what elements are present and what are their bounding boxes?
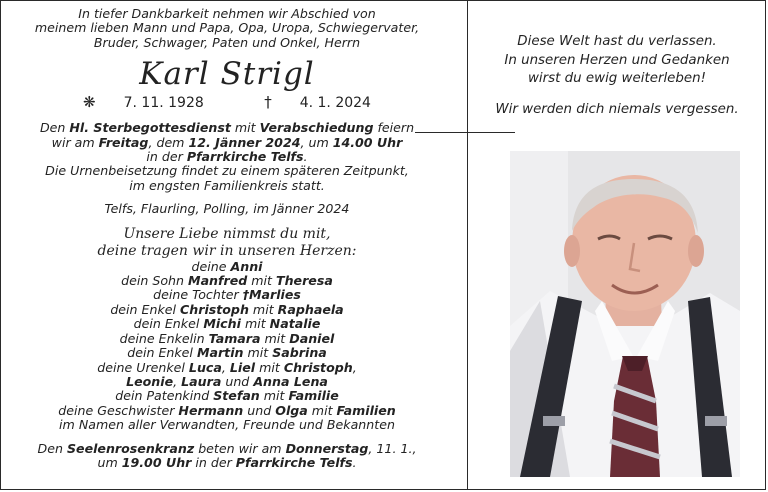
quote-closing: Wir werden dich niemals vergessen. [495, 101, 739, 117]
rosary-announcement: Den Seelenrosenkranz beten wir am Donnerstag, 11. 1., um 19.00 Uhr in der Pfarrkirche Telfs. [37, 440, 417, 470]
intro-line: meinem lieben Mann und Papa, Opa, Uropa, Schwiegervater, [34, 20, 420, 36]
horizontal-rule [415, 132, 515, 133]
cross-icon: † [264, 93, 272, 112]
quote-line: wirst du ewig weiterleben! [527, 71, 707, 86]
quote-line: Diese Welt hast du verlassen. [517, 34, 717, 49]
portrait-illustration [510, 151, 740, 477]
mourners-list: deine Anni dein Sohn Manfred mit Theresa deine Tochter †Marlies dein Enkel Christoph mit Raphaela dein Enkel Michi mit Natalie deine Enkelin Tamara mit Daniel dein Enkel Martin mit Sabrina deine Urenkel Luca, Liel mit Christoph, Leonie, Laura und Anna Lena dein Patenkind Stefan mit Familie deine Geschwister Hermann und Olga mit Familien im Namen aller Verwandten, Freunde und Bekannten [58, 258, 396, 433]
deceased-name: Karl Strigl [139, 56, 315, 93]
intro-line: Bruder, Schwager, Paten und Onkel, Herrn [93, 34, 361, 50]
intro-text [5, 7, 449, 50]
place-date: Telfs, Flaurling, Polling, im Jänner 2024 [104, 201, 350, 217]
portrait-photo [510, 151, 740, 477]
intro-line: In tiefer Dankbarkeit nehmen wir Abschied von [78, 6, 376, 21]
life-dates [5, 92, 449, 113]
funeral-announcement: Den Hl. Sterbegottesdienst mit Verabschiedung feiern wir am Freitag, dem 12. Jänner 2024, um 14.00 Uhr in der Pfarrkirche Telfs. Die Urnenbeisetzung findet zu einem späteren Zeitpunkt, im engsten Familienkreis statt. [39, 120, 415, 193]
star-icon: ❋ [83, 93, 96, 112]
death-date: † 4. 1. 2024 [264, 93, 371, 112]
birth-date: ❋ 7. 11. 1928 [83, 93, 204, 112]
fold-divider [467, 1, 468, 489]
left-panel [5, 7, 449, 470]
farewell-verse: Unsere Liebe nimmst du mit, deine tragen wir in unseren Herzen: [97, 225, 357, 259]
memorial-quote [471, 33, 763, 119]
quote-line: In unseren Herzen und Gedanken [504, 52, 730, 68]
